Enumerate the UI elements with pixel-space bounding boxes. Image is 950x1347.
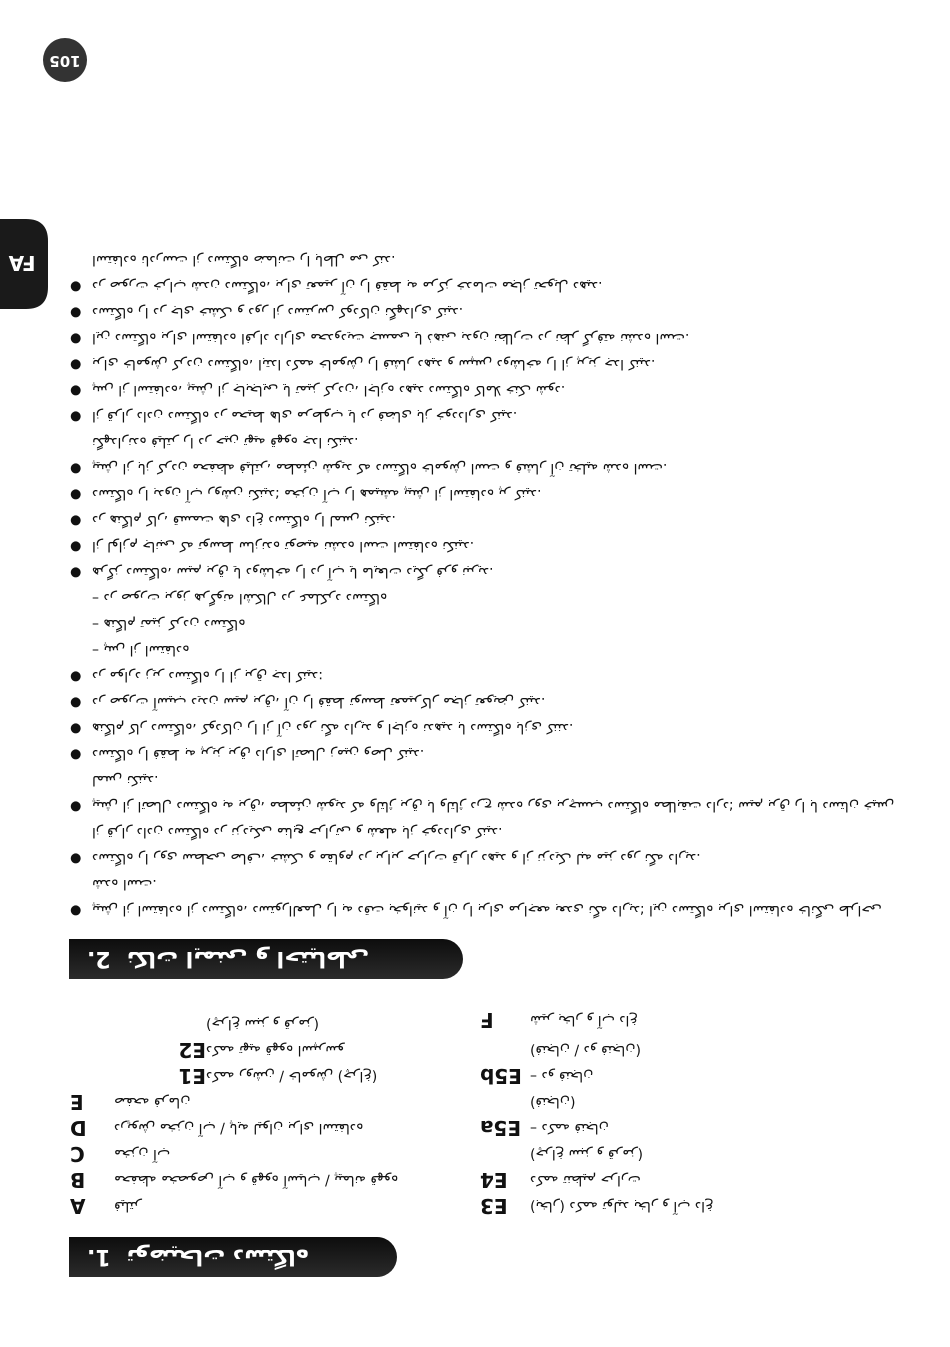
safety-item-text: از قرار دادن دستگاه در نزدیکی منابع حرارتی و شعله باز خودداری کنید.: [92, 824, 503, 840]
bullet-dot-icon: ●: [70, 513, 82, 528]
legend-item-e4: E4 دکمه تنظیم حرارت: [480, 1168, 641, 1192]
safety-list: [70, 247, 910, 923]
safety-continuation-line: [70, 429, 910, 455]
safety-bullet-item: [70, 273, 910, 299]
safety-item-text: دستگاه را در جای خشک و دور از دسترس کودکان نگهداری کنید.: [92, 304, 464, 320]
bullet-dot-icon: ●: [70, 539, 82, 554]
legend-item-e2-note: (چراغ سبز و قرمز): [206, 1016, 319, 1032]
safety-bullet-item: [70, 351, 910, 377]
safety-bullet-item: [70, 299, 910, 325]
section-2-header: [69, 939, 463, 979]
bullet-dot-icon: ●: [70, 305, 82, 320]
safety-bullet-item: [70, 845, 910, 871]
dash-marker: –: [92, 642, 104, 658]
bullet-dot-icon: ●: [70, 357, 82, 372]
bullet-dot-icon: ●: [70, 409, 82, 424]
safety-item-text: پیش از اتصال دستگاه به برق، مطمئن شوید که ولتاژ برق با ولتاژ درج شده روی برچسب دستگاه مطابقت دارد؛ سیم برق را با دستان خیس لمس نکنید.: [92, 772, 895, 814]
safety-bullet-item: [70, 325, 910, 351]
safety-bullet-item: [70, 741, 910, 767]
legend-components-2: [480, 1007, 890, 1219]
section-2-number: 2.: [87, 946, 111, 972]
legend-item-e1: E1 دکمه روشن / خاموش (چراغ): [178, 1064, 378, 1088]
section-2-title: نکات ایمنی و احتیاطی: [126, 946, 370, 972]
bullet-dot-icon: ●: [70, 565, 82, 580]
bullet-dot-icon: ●: [70, 903, 82, 918]
safety-bullet-item: [70, 507, 910, 533]
safety-item-text: در صورت بروز هرگونه اشکال در عملکرد دستگاه: [103, 590, 388, 606]
safety-continuation-line: [70, 819, 910, 845]
legend-item-e5b: E5b – دو فنجان: [480, 1064, 594, 1088]
safety-item-text: از قرار دادن دستگاه در محیط های مرطوب یا در فضای باز خودداری کنید.: [92, 408, 518, 424]
safety-bullet-item: [70, 533, 910, 559]
bullet-dot-icon: ●: [70, 747, 82, 762]
dash-marker: –: [92, 590, 104, 606]
bullet-dot-icon: ●: [70, 487, 82, 502]
safety-item-text: نگهدارنده فیلتر را در حین تهیه قهوه جدا نکنید.: [92, 434, 359, 450]
section-1-number: 1.: [87, 1244, 111, 1270]
legend-components: [70, 1011, 430, 1219]
safety-bullet-item: [70, 663, 910, 689]
safety-item-text: هنگام تمیز کردن دستگاه: [103, 616, 246, 632]
bullet-dot-icon: ●: [70, 851, 82, 866]
safety-item-text: در صورت خراب شدن دستگاه، برای تعمیر آن را فقط به مرکز خدمات مجاز تحویل دهید.: [92, 278, 603, 294]
safety-item-text: پس از استفاده: [103, 642, 190, 658]
safety-item-text: برای خاموش کردن دستگاه، ابتدا دکمه خاموش را فشار دهید و سپس دوشاخه را از پریز جدا کنید.: [92, 356, 656, 372]
legend-item-e2: E2 دکمه تهیه قهوه اسپرسو: [178, 1038, 345, 1062]
page-number: 105: [49, 52, 81, 70]
safety-bullet-item: [70, 481, 910, 507]
safety-item-text: از لوازم جانبی که توسط سازنده توصیه نشده است استفاده نکنید.: [92, 538, 475, 554]
safety-continuation-line: [70, 247, 910, 273]
safety-item-text: هنگام کار دستگاه، کودکان را از آن دور نگه دارید و اجازه ندهید با دستگاه بازی کنند.: [92, 720, 574, 736]
legend-item-e5b-note: (فنجان / دو فنجان): [530, 1042, 641, 1058]
legend-item-f: F شیر بخار و آب داغ: [480, 1008, 638, 1032]
safety-item-text: هرگز دستگاه، سیم برق یا دوشاخه را در آب یا مایعات دیگر فرو نبرید.: [92, 564, 494, 580]
safety-bullet-item: [70, 871, 910, 923]
safety-sub-item: [70, 585, 910, 611]
safety-bullet-item: [70, 767, 910, 819]
bullet-dot-icon: ●: [70, 695, 82, 710]
dash-marker: –: [92, 616, 104, 632]
safety-bullet-item: [70, 559, 910, 585]
safety-bullet-item: [70, 403, 910, 429]
section-1-title: توضیحات دستگاه: [126, 1244, 309, 1270]
legend-item-e3: E3 (بخار) دکمه تولید بخار و آب داغ: [480, 1194, 714, 1218]
safety-item-text: دستگاه را روی سطحی صاف، خشک و مقاوم در برابر حرارت قرار دهید و از نزدیک لبه میز دور نگه دارید.: [92, 850, 701, 866]
bullet-dot-icon: ●: [70, 331, 82, 346]
safety-item-text: پیش از استفاده از دستگاه، دستورالعمل را به دقت بخوانید و آن را برای مراجعه بعدی نگه دارید؛ این دستگاه برای استفاده خانگی طراحی شده است.: [92, 876, 882, 918]
legend-item-e5a-note: (فنجان): [530, 1094, 576, 1110]
safety-bullet-item: [70, 455, 910, 481]
safety-items: [70, 247, 910, 923]
safety-item-text: در موارد زیر دستگاه را از برق جدا کنید:: [92, 668, 323, 684]
safety-item-text: دستگاه را فقط به پریز برق دارای اتصال زمین وصل کنید.: [92, 746, 425, 762]
bullet-dot-icon: ●: [70, 383, 82, 398]
safety-bullet-item: [70, 689, 910, 715]
legend-item-e: E صفحه فرمان: [70, 1090, 191, 1114]
bullet-dot-icon: ●: [70, 279, 82, 294]
safety-item-text: در هنگام کار، قسمت های داغ دستگاه را لمس نکنید.: [92, 512, 396, 528]
bullet-dot-icon: ●: [70, 721, 82, 736]
safety-bullet-item: [70, 715, 910, 741]
language-tab: FA: [8, 251, 36, 275]
section-1-header: [69, 1237, 397, 1277]
safety-item-text: استفاده نادرست از دستگاه ضمانت را باطل می کند.: [92, 252, 396, 268]
legend-item-b: B محفظه مخصوص آب و قهوه آسیاب / پیمانه قهوه: [70, 1168, 399, 1192]
safety-bullet-item: [70, 377, 910, 403]
bullet-dot-icon: ●: [70, 461, 82, 476]
safety-item-text: پس از استفاده، پیش از جابجایی یا تمیز کردن، اجازه دهید دستگاه کاملا خنک شود.: [92, 382, 566, 398]
safety-item-text: پیش از باز کردن محفظه فیلتر، مطمئن شوید که دستگاه خاموش است و فشار آن تخلیه شده است.: [92, 460, 668, 476]
safety-sub-item: [70, 611, 910, 637]
legend-item-e4-note: (چراغ سبز و قرمز): [530, 1146, 643, 1162]
legend-item-a: A فیلتر: [70, 1194, 142, 1218]
bullet-dot-icon: ●: [70, 799, 82, 814]
legend-item-d: D درپوش مخزن آب / پایه لیوان برای استفاده: [70, 1116, 364, 1140]
legend-item-e5a: E5a – دکمه فنجان: [480, 1116, 609, 1140]
safety-item-text: دستگاه را بدون آب روشن نکنید؛ مخزن آب را همیشه پیش از استفاده پر کنید.: [92, 486, 542, 502]
safety-sub-item: [70, 637, 910, 663]
legend-item-c: C مخزن آب: [70, 1142, 171, 1166]
safety-item-text: در صورت آسیب دیدن سیم برق، آن را فقط توسط تعمیرکار مجاز تعویض کنید.: [92, 694, 546, 710]
safety-item-text: این دستگاه برای استفاده افراد دارای محدودیت جسمی یا ذهنی بدون نظارت در نظر گرفته نشده است.: [92, 330, 690, 346]
bullet-dot-icon: ●: [70, 669, 82, 684]
